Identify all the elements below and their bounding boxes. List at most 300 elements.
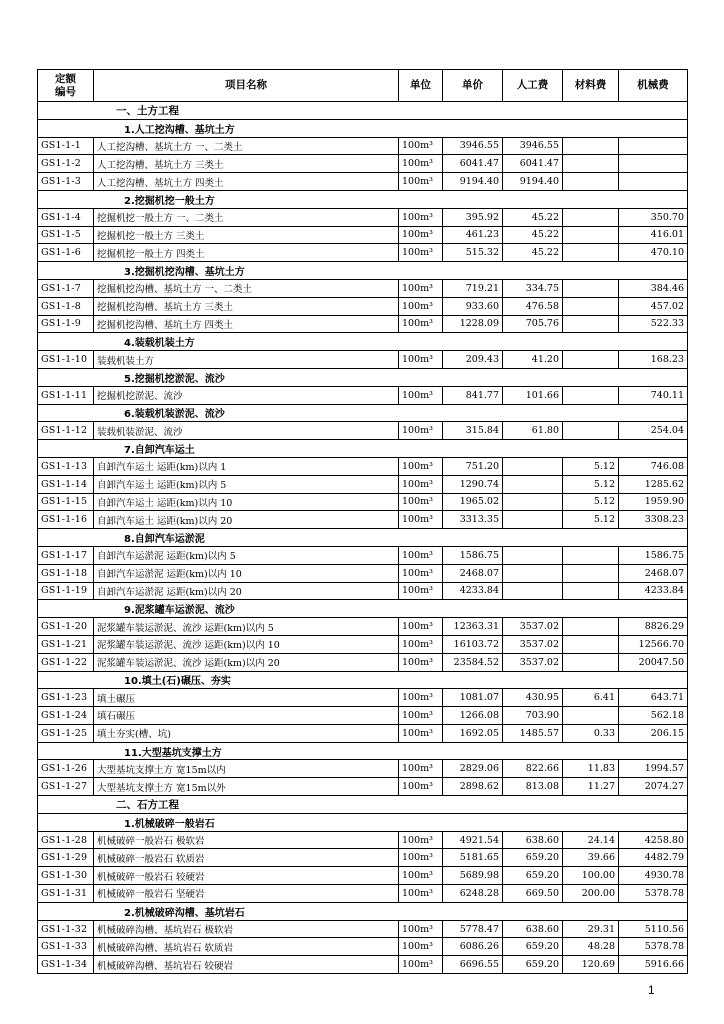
item-name: 机械破碎一般岩石 极软岩 [94, 831, 399, 849]
subsection-title: 8.自卸汽车运淤泥 [38, 529, 688, 547]
item-unit: 100m³ [399, 778, 443, 796]
item-material-cost [563, 635, 619, 653]
subsection-title: 5.挖掘机挖淤泥、流沙 [38, 368, 688, 386]
item-name: 填石碾压 [94, 707, 399, 725]
item-machine-cost: 1959.90 [619, 493, 688, 511]
item-unit: 100m³ [399, 386, 443, 404]
item-labor-cost: 334.75 [503, 279, 563, 297]
item-price: 209.43 [443, 351, 503, 369]
item-labor-cost: 45.22 [503, 244, 563, 262]
item-name: 机械破碎沟槽、基坑岩石 软质岩 [94, 938, 399, 956]
item-machine-cost: 1586.75 [619, 546, 688, 564]
item-machine-cost: 4482.79 [619, 849, 688, 867]
item-name: 装载机装土方 [94, 351, 399, 369]
item-unit: 100m³ [399, 208, 443, 226]
subsection-row [38, 813, 688, 831]
item-name: 大型基坑支撑土方 宽15m以外 [94, 778, 399, 796]
item-unit: 100m³ [399, 422, 443, 440]
item-machine-cost: 522.33 [619, 315, 688, 333]
item-unit: 100m³ [399, 938, 443, 956]
item-machine-cost: 254.04 [619, 422, 688, 440]
item-price: 23584.52 [443, 653, 503, 671]
table-row [38, 618, 688, 636]
table-row [38, 137, 688, 155]
item-name: 自卸汽车运淤泥 运距(km)以内 20 [94, 582, 399, 600]
item-labor-cost [503, 457, 563, 475]
table-row [38, 582, 688, 600]
subsection-title: 9.泥浆罐车运淤泥、流沙 [38, 600, 688, 618]
item-unit: 100m³ [399, 315, 443, 333]
table-row [38, 386, 688, 404]
subsection-title: 6.装载机装淤泥、流沙 [38, 404, 688, 422]
item-material-cost: 11.27 [563, 778, 619, 796]
item-material-cost: 39.66 [563, 849, 619, 867]
item-code: GS1-1-28 [38, 831, 94, 849]
item-unit: 100m³ [399, 244, 443, 262]
item-labor-cost: 659.20 [503, 938, 563, 956]
subsection-row [38, 404, 688, 422]
item-code: GS1-1-32 [38, 920, 94, 938]
item-machine-cost: 3308.23 [619, 511, 688, 529]
item-unit: 100m³ [399, 226, 443, 244]
item-machine-cost [619, 155, 688, 173]
item-code: GS1-1-14 [38, 475, 94, 493]
item-machine-cost: 20047.50 [619, 653, 688, 671]
item-material-cost: 29.31 [563, 920, 619, 938]
item-unit: 100m³ [399, 635, 443, 653]
subsection-row [38, 190, 688, 208]
item-labor-cost: 659.20 [503, 867, 563, 885]
item-labor-cost: 6041.47 [503, 155, 563, 173]
item-price: 6696.55 [443, 956, 503, 974]
item-material-cost: 11.83 [563, 760, 619, 778]
item-labor-cost: 813.08 [503, 778, 563, 796]
subsection-row [38, 671, 688, 689]
item-name: 挖掘机挖沟槽、基坑土方 四类土 [94, 315, 399, 333]
item-labor-cost: 45.22 [503, 226, 563, 244]
subsection-title: 2.挖掘机挖一般土方 [38, 190, 688, 208]
item-price: 461.23 [443, 226, 503, 244]
item-machine-cost: 740.11 [619, 386, 688, 404]
item-machine-cost: 416.01 [619, 226, 688, 244]
item-price: 933.60 [443, 297, 503, 315]
item-price: 16103.72 [443, 635, 503, 653]
item-name: 人工挖沟槽、基坑土方 一、二类土 [94, 137, 399, 155]
item-unit: 100m³ [399, 760, 443, 778]
item-code: GS1-1-9 [38, 315, 94, 333]
item-price: 2898.62 [443, 778, 503, 796]
item-price: 6041.47 [443, 155, 503, 173]
table-row [38, 956, 688, 974]
item-labor-cost: 638.60 [503, 920, 563, 938]
item-machine-cost: 457.02 [619, 297, 688, 315]
table-row [38, 724, 688, 742]
item-labor-cost: 3946.55 [503, 137, 563, 155]
item-code: GS1-1-17 [38, 546, 94, 564]
table-row [38, 653, 688, 671]
item-unit: 100m³ [399, 137, 443, 155]
item-labor-cost: 659.20 [503, 849, 563, 867]
item-code: GS1-1-33 [38, 938, 94, 956]
section-row [38, 102, 688, 120]
item-name: 填土碾压 [94, 689, 399, 707]
item-material-cost [563, 155, 619, 173]
table-row [38, 920, 688, 938]
section-row [38, 796, 688, 814]
item-unit: 100m³ [399, 885, 443, 903]
item-name: 挖掘机挖淤泥、流沙 [94, 386, 399, 404]
subsection-title: 2.机械破碎沟槽、基坑岩石 [38, 902, 688, 920]
item-unit: 100m³ [399, 457, 443, 475]
subsection-row [38, 529, 688, 547]
item-code: GS1-1-31 [38, 885, 94, 903]
item-labor-cost: 1485.57 [503, 724, 563, 742]
table-row [38, 511, 688, 529]
item-unit: 100m³ [399, 849, 443, 867]
item-code: GS1-1-16 [38, 511, 94, 529]
table-row [38, 493, 688, 511]
table-row [38, 867, 688, 885]
item-price: 315.84 [443, 422, 503, 440]
item-code: GS1-1-15 [38, 493, 94, 511]
header-name: 项目名称 [94, 70, 399, 102]
item-labor-cost [503, 475, 563, 493]
item-machine-cost: 206.15 [619, 724, 688, 742]
item-price: 6086.26 [443, 938, 503, 956]
item-price: 2829.06 [443, 760, 503, 778]
item-material-cost: 48.28 [563, 938, 619, 956]
item-price: 719.21 [443, 279, 503, 297]
table-row [38, 173, 688, 191]
item-unit: 100m³ [399, 707, 443, 725]
item-code: GS1-1-8 [38, 297, 94, 315]
item-name: 自卸汽车运淤泥 运距(km)以内 5 [94, 546, 399, 564]
header-price: 单价 [443, 70, 503, 102]
item-name: 自卸汽车运淤泥 运距(km)以内 10 [94, 564, 399, 582]
item-material-cost: 5.12 [563, 475, 619, 493]
item-material-cost: 100.00 [563, 867, 619, 885]
item-labor-cost: 41.20 [503, 351, 563, 369]
item-material-cost [563, 208, 619, 226]
item-price: 1692.05 [443, 724, 503, 742]
subsection-title: 1.机械破碎一般岩石 [38, 813, 688, 831]
item-name: 挖掘机挖一般土方 四类土 [94, 244, 399, 262]
item-machine-cost: 8826.29 [619, 618, 688, 636]
item-material-cost [563, 297, 619, 315]
item-price: 2468.07 [443, 564, 503, 582]
item-code: GS1-1-34 [38, 956, 94, 974]
item-material-cost [563, 244, 619, 262]
item-code: GS1-1-26 [38, 760, 94, 778]
item-labor-cost [503, 511, 563, 529]
table-row [38, 760, 688, 778]
table-row [38, 155, 688, 173]
subsection-row [38, 119, 688, 137]
item-price: 5778.47 [443, 920, 503, 938]
item-unit: 100m³ [399, 173, 443, 191]
item-material-cost [563, 137, 619, 155]
item-machine-cost: 384.46 [619, 279, 688, 297]
item-machine-cost: 4930.78 [619, 867, 688, 885]
item-labor-cost: 3537.02 [503, 618, 563, 636]
table-row [38, 885, 688, 903]
item-price: 6248.28 [443, 885, 503, 903]
item-name: 泥浆罐车装运淤泥、流沙 运距(km)以内 10 [94, 635, 399, 653]
item-labor-cost: 703.90 [503, 707, 563, 725]
item-unit: 100m³ [399, 689, 443, 707]
item-code: GS1-1-12 [38, 422, 94, 440]
table-row [38, 689, 688, 707]
item-labor-cost: 9194.40 [503, 173, 563, 191]
table-row [38, 297, 688, 315]
item-price: 395.92 [443, 208, 503, 226]
item-unit: 100m³ [399, 475, 443, 493]
item-name: 自卸汽车运土 运距(km)以内 10 [94, 493, 399, 511]
item-machine-cost: 1994.57 [619, 760, 688, 778]
item-labor-cost: 3537.02 [503, 653, 563, 671]
subsection-title: 1.人工挖沟槽、基坑土方 [38, 119, 688, 137]
item-name: 机械破碎一般岩石 坚硬岩 [94, 885, 399, 903]
item-price: 3946.55 [443, 137, 503, 155]
item-labor-cost: 3537.02 [503, 635, 563, 653]
item-material-cost [563, 564, 619, 582]
item-code: GS1-1-11 [38, 386, 94, 404]
table-row [38, 707, 688, 725]
table-row [38, 315, 688, 333]
table-row [38, 831, 688, 849]
item-code: GS1-1-23 [38, 689, 94, 707]
subsection-title: 7.自卸汽车运土 [38, 440, 688, 458]
subsection-row [38, 902, 688, 920]
item-machine-cost: 470.10 [619, 244, 688, 262]
header-code: 定额 编号 [38, 70, 94, 102]
item-name: 挖掘机挖一般土方 一、二类土 [94, 208, 399, 226]
table-row [38, 938, 688, 956]
table-body [38, 102, 688, 974]
table-row [38, 208, 688, 226]
item-name: 自卸汽车运土 运距(km)以内 1 [94, 457, 399, 475]
item-material-cost: 5.12 [563, 493, 619, 511]
item-price: 1290.74 [443, 475, 503, 493]
item-code: GS1-1-3 [38, 173, 94, 191]
item-unit: 100m³ [399, 867, 443, 885]
item-name: 挖掘机挖一般土方 三类土 [94, 226, 399, 244]
table-row [38, 475, 688, 493]
subsection-row [38, 368, 688, 386]
item-price: 1965.02 [443, 493, 503, 511]
item-material-cost [563, 653, 619, 671]
table-row [38, 244, 688, 262]
item-unit: 100m³ [399, 724, 443, 742]
item-labor-cost: 101.66 [503, 386, 563, 404]
item-price: 4233.84 [443, 582, 503, 600]
item-price: 751.20 [443, 457, 503, 475]
item-labor-cost: 659.20 [503, 956, 563, 974]
item-material-cost: 6.41 [563, 689, 619, 707]
item-price: 5689.98 [443, 867, 503, 885]
item-material-cost [563, 226, 619, 244]
item-price: 5181.65 [443, 849, 503, 867]
item-name: 泥浆罐车装运淤泥、流沙 运距(km)以内 5 [94, 618, 399, 636]
section-title: 二、石方工程 [38, 796, 688, 814]
item-labor-cost: 638.60 [503, 831, 563, 849]
item-material-cost: 5.12 [563, 511, 619, 529]
item-material-cost [563, 386, 619, 404]
item-labor-cost [503, 564, 563, 582]
item-material-cost [563, 279, 619, 297]
item-material-cost [563, 546, 619, 564]
subsection-row [38, 440, 688, 458]
item-code: GS1-1-20 [38, 618, 94, 636]
item-name: 装载机装淤泥、流沙 [94, 422, 399, 440]
item-material-cost [563, 315, 619, 333]
item-machine-cost: 4258.80 [619, 831, 688, 849]
item-code: GS1-1-27 [38, 778, 94, 796]
header-row [38, 70, 688, 102]
item-code: GS1-1-22 [38, 653, 94, 671]
item-machine-cost: 12566.70 [619, 635, 688, 653]
item-unit: 100m³ [399, 297, 443, 315]
item-machine-cost: 5110.56 [619, 920, 688, 938]
item-machine-cost: 168.23 [619, 351, 688, 369]
page-number: 1 [648, 983, 655, 997]
item-machine-cost: 746.08 [619, 457, 688, 475]
item-code: GS1-1-25 [38, 724, 94, 742]
item-unit: 100m³ [399, 920, 443, 938]
item-machine-cost: 562.18 [619, 707, 688, 725]
item-code: GS1-1-29 [38, 849, 94, 867]
item-machine-cost: 2074.27 [619, 778, 688, 796]
item-code: GS1-1-30 [38, 867, 94, 885]
item-price: 1081.07 [443, 689, 503, 707]
item-machine-cost: 350.70 [619, 208, 688, 226]
item-price: 3313.35 [443, 511, 503, 529]
table-row [38, 849, 688, 867]
subsection-row [38, 742, 688, 760]
item-unit: 100m³ [399, 956, 443, 974]
item-name: 大型基坑支撑土方 宽15m以内 [94, 760, 399, 778]
item-price: 515.32 [443, 244, 503, 262]
subsection-title: 4.装载机装土方 [38, 333, 688, 351]
subsection-title: 10.填土(石)碾压、夯实 [38, 671, 688, 689]
item-material-cost [563, 582, 619, 600]
item-code: GS1-1-4 [38, 208, 94, 226]
table-row [38, 351, 688, 369]
table-row [38, 422, 688, 440]
item-price: 9194.40 [443, 173, 503, 191]
table-row [38, 546, 688, 564]
table-row [38, 226, 688, 244]
item-material-cost [563, 173, 619, 191]
item-name: 泥浆罐车装运淤泥、流沙 运距(km)以内 20 [94, 653, 399, 671]
item-name: 人工挖沟槽、基坑土方 三类土 [94, 155, 399, 173]
item-labor-cost: 61.80 [503, 422, 563, 440]
item-price: 841.77 [443, 386, 503, 404]
item-unit: 100m³ [399, 511, 443, 529]
item-code: GS1-1-1 [38, 137, 94, 155]
item-labor-cost: 476.58 [503, 297, 563, 315]
subsection-title: 11.大型基坑支撑土方 [38, 742, 688, 760]
item-unit: 100m³ [399, 564, 443, 582]
item-labor-cost [503, 546, 563, 564]
subsection-title: 3.挖掘机挖沟槽、基坑土方 [38, 262, 688, 280]
item-unit: 100m³ [399, 155, 443, 173]
header-machine: 机械费 [619, 70, 688, 102]
item-code: GS1-1-7 [38, 279, 94, 297]
item-code: GS1-1-24 [38, 707, 94, 725]
item-machine-cost: 5378.78 [619, 938, 688, 956]
item-machine-cost: 643.71 [619, 689, 688, 707]
item-labor-cost: 822.66 [503, 760, 563, 778]
item-name: 自卸汽车运土 运距(km)以内 20 [94, 511, 399, 529]
item-name: 挖掘机挖沟槽、基坑土方 三类土 [94, 297, 399, 315]
item-labor-cost [503, 582, 563, 600]
section-title: 一、土方工程 [38, 102, 688, 120]
table-row [38, 778, 688, 796]
item-name: 机械破碎沟槽、基坑岩石 极软岩 [94, 920, 399, 938]
item-unit: 100m³ [399, 546, 443, 564]
header-material: 材料费 [563, 70, 619, 102]
item-labor-cost: 669.50 [503, 885, 563, 903]
item-machine-cost: 5916.66 [619, 956, 688, 974]
item-machine-cost: 2468.07 [619, 564, 688, 582]
item-labor-cost: 705.76 [503, 315, 563, 333]
item-material-cost [563, 707, 619, 725]
item-code: GS1-1-18 [38, 564, 94, 582]
item-unit: 100m³ [399, 493, 443, 511]
item-material-cost: 24.14 [563, 831, 619, 849]
item-labor-cost [503, 493, 563, 511]
subsection-row [38, 600, 688, 618]
item-name: 挖掘机挖沟槽、基坑土方 一、二类土 [94, 279, 399, 297]
subsection-row [38, 333, 688, 351]
item-unit: 100m³ [399, 351, 443, 369]
item-material-cost [563, 618, 619, 636]
item-code: GS1-1-2 [38, 155, 94, 173]
item-labor-cost: 430.95 [503, 689, 563, 707]
item-unit: 100m³ [399, 582, 443, 600]
item-name: 人工挖沟槽、基坑土方 四类土 [94, 173, 399, 191]
item-name: 机械破碎一般岩石 软质岩 [94, 849, 399, 867]
table-row [38, 635, 688, 653]
item-price: 1228.09 [443, 315, 503, 333]
table-row [38, 279, 688, 297]
item-name: 自卸汽车运土 运距(km)以内 5 [94, 475, 399, 493]
item-material-cost: 0.33 [563, 724, 619, 742]
item-code: GS1-1-19 [38, 582, 94, 600]
quota-table [37, 69, 688, 974]
item-machine-cost [619, 173, 688, 191]
item-price: 1266.08 [443, 707, 503, 725]
item-code: GS1-1-21 [38, 635, 94, 653]
table-row [38, 457, 688, 475]
header-unit: 单位 [399, 70, 443, 102]
item-code: GS1-1-5 [38, 226, 94, 244]
item-unit: 100m³ [399, 831, 443, 849]
item-name: 填土夯实(槽、坑) [94, 724, 399, 742]
item-machine-cost [619, 137, 688, 155]
item-machine-cost: 5378.78 [619, 885, 688, 903]
item-code: GS1-1-13 [38, 457, 94, 475]
item-unit: 100m³ [399, 279, 443, 297]
item-unit: 100m³ [399, 653, 443, 671]
item-material-cost: 5.12 [563, 457, 619, 475]
item-price: 12363.31 [443, 618, 503, 636]
item-material-cost: 200.00 [563, 885, 619, 903]
item-code: GS1-1-10 [38, 351, 94, 369]
item-code: GS1-1-6 [38, 244, 94, 262]
item-material-cost [563, 422, 619, 440]
